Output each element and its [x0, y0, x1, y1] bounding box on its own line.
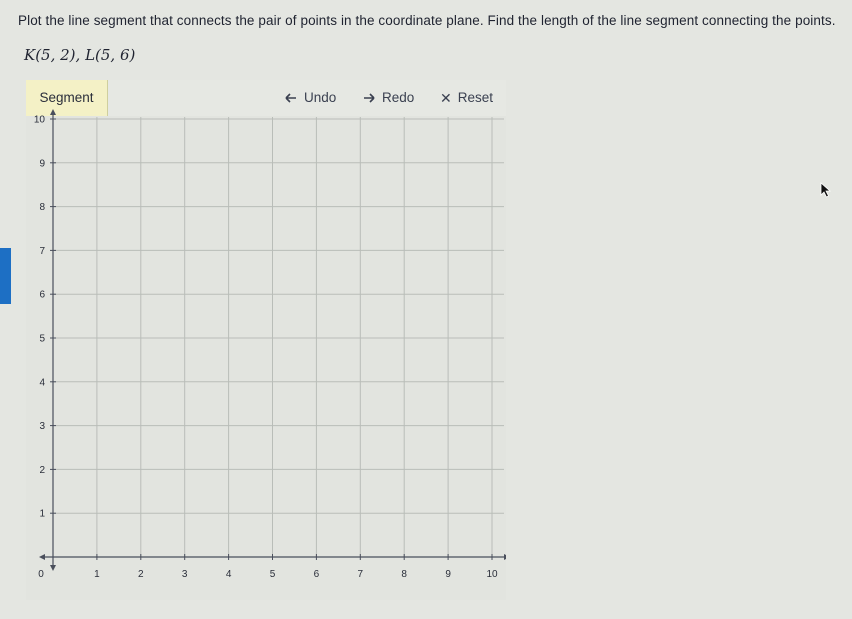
y-tick-label: 1: [39, 508, 45, 520]
x-tick-label: 3: [181, 569, 188, 580]
y-tick-label: 7: [39, 245, 45, 257]
x-tick-label: 1: [94, 569, 100, 580]
plot-area: [26, 116, 506, 600]
y-tick-label: 2: [39, 464, 45, 476]
origin-label: 0: [38, 569, 44, 580]
points-expression: K(5, 2), L(5, 6): [24, 46, 136, 64]
y-tick-label: 9: [39, 158, 45, 170]
redo-label: Redo: [382, 90, 415, 105]
y-tick-label: 3: [39, 421, 45, 433]
coordinate-plane[interactable]: [26, 80, 506, 600]
question-text: Plot the line segment that connects the pair of points in the coordinate plane. Find the length of the line segment connecting the points.: [18, 13, 836, 28]
x-axis-right-arrow: [504, 554, 506, 560]
segment-tool-button[interactable]: Segment: [26, 80, 108, 116]
x-tick-label: 5: [269, 569, 276, 580]
y-axis-up-arrow: [50, 109, 56, 115]
reset-label: Reset: [457, 90, 494, 105]
x-tick-label: 10: [486, 569, 498, 580]
x-tick-label: 2: [138, 569, 144, 580]
y-tick-label: 6: [39, 289, 45, 301]
x-tick-label: 8: [401, 569, 407, 580]
x-tick-label: 9: [445, 569, 451, 580]
y-tick-label: 5: [39, 333, 45, 345]
y-tick-label: 8: [39, 202, 45, 214]
graphing-widget: [26, 80, 506, 600]
x-tick-label: 7: [357, 569, 364, 580]
close-icon: ✕: [440, 90, 452, 106]
y-tick-label: 10: [33, 114, 45, 126]
x-tick-label: 6: [313, 569, 320, 580]
undo-label: Undo: [304, 90, 337, 105]
y-tick-label: 4: [39, 377, 45, 389]
mouse-cursor-icon: [820, 182, 832, 203]
x-tick-label: 4: [225, 569, 232, 580]
side-tab[interactable]: [0, 248, 11, 304]
